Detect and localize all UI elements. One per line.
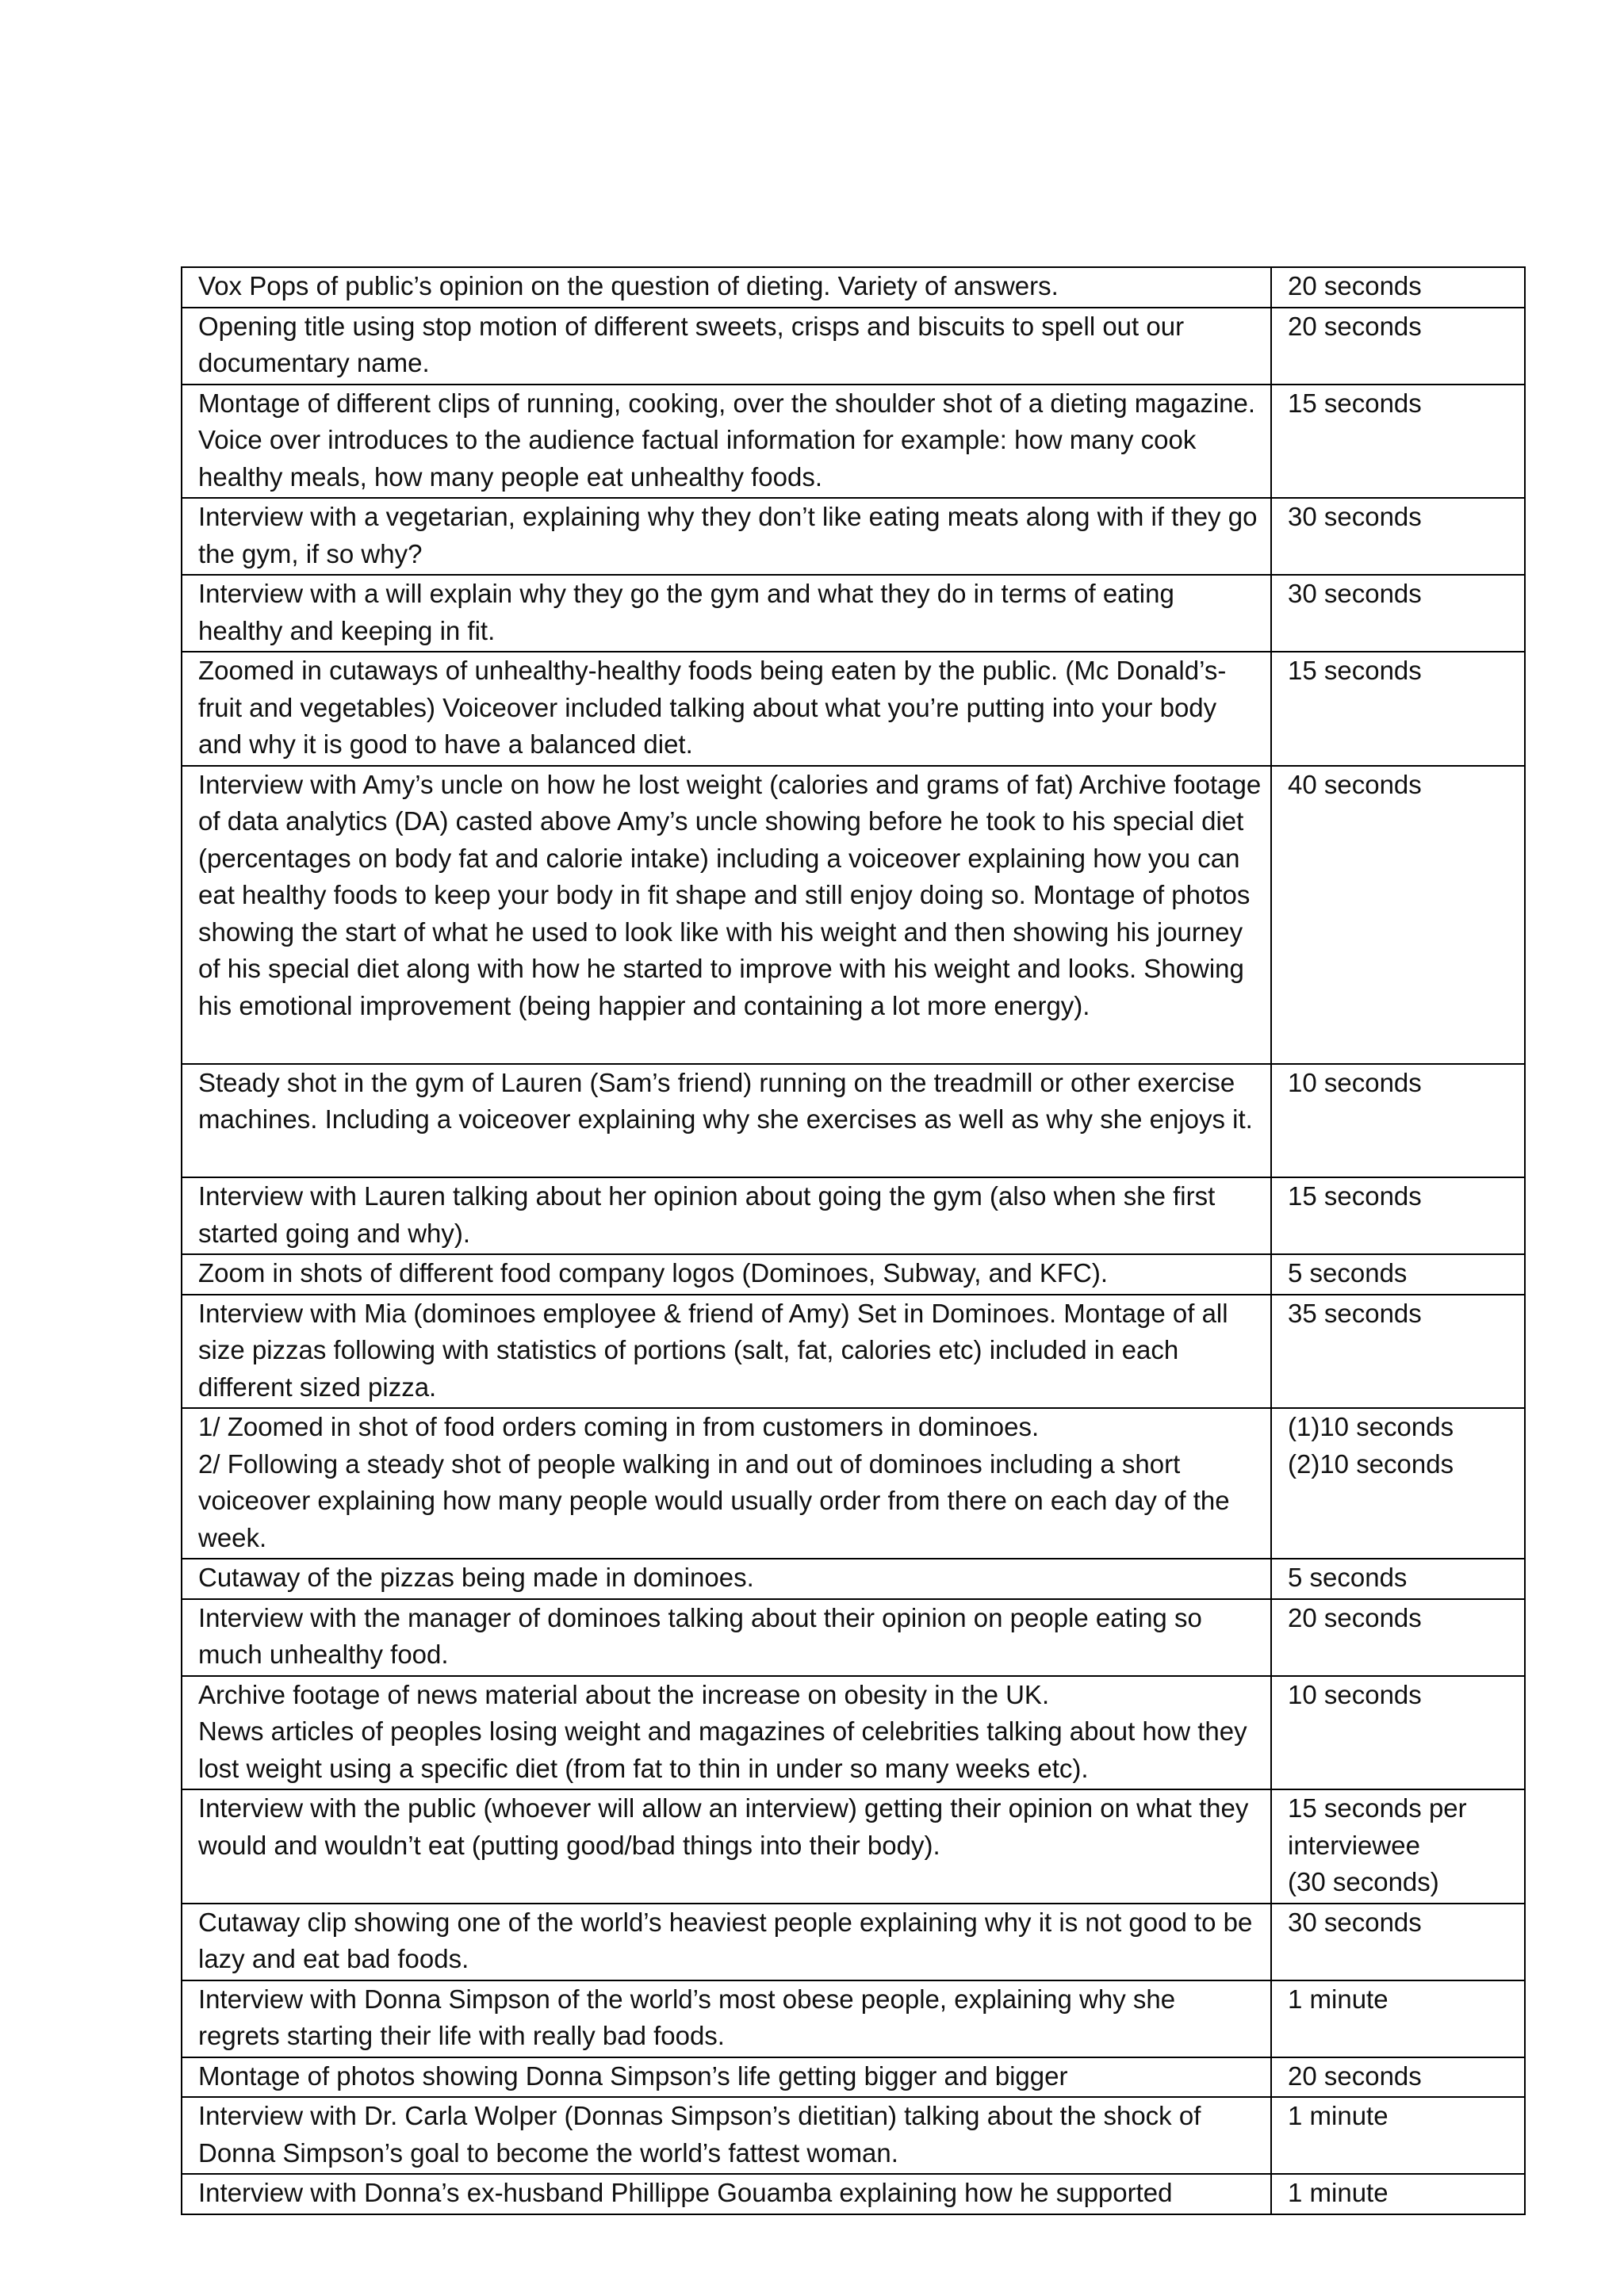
- shot-description-cell: Interview with Lauren talking about her opinion about going the gym (also when she first started going and why).: [182, 1177, 1271, 1254]
- shot-description-cell: Cutaway clip showing one of the world’s heaviest people explaining why it is not good to be lazy and eat bad foods.: [182, 1904, 1271, 1980]
- table-row: [182, 1789, 1525, 1904]
- duration-cell: 40 seconds: [1271, 766, 1525, 1064]
- table-body: [182, 267, 1525, 2214]
- shot-description-cell: Montage of photos showing Donna Simpson’s life getting bigger and bigger: [182, 2057, 1271, 2098]
- table-row: [182, 2057, 1525, 2098]
- duration-cell: 35 seconds: [1271, 1295, 1525, 1409]
- table-row: [182, 652, 1525, 766]
- duration-cell: 30 seconds: [1271, 498, 1525, 575]
- shot-description-cell: 1/ Zoomed in shot of food orders coming in from customers in dominoes. 2/ Following a steady shot of people walking in and out of dominoes including a short voiceover explaining how many people would usually order from there on each day of the week.: [182, 1408, 1271, 1559]
- shot-description-cell: Zoom in shots of different food company logos (Dominoes, Subway, and KFC).: [182, 1254, 1271, 1295]
- table-row: [182, 308, 1525, 385]
- table-row: [182, 498, 1525, 575]
- duration-cell: (1)10 seconds (2)10 seconds: [1271, 1408, 1525, 1559]
- duration-cell: 5 seconds: [1271, 1254, 1525, 1295]
- table-row: [182, 1064, 1525, 1178]
- duration-cell: 15 seconds: [1271, 1177, 1525, 1254]
- shot-description-cell: Interview with Mia (dominoes employee & friend of Amy) Set in Dominoes. Montage of all size pizzas following with statistics of portions (salt, fat, calories etc) included in each different sized pizza.: [182, 1295, 1271, 1409]
- table-row: [182, 1254, 1525, 1295]
- shot-description-cell: Interview with Donna’s ex-husband Phillippe Gouamba explaining how he supported: [182, 2174, 1271, 2214]
- shot-description-cell: Interview with Donna Simpson of the world’s most obese people, explaining why she regrets starting their life with really bad foods.: [182, 1980, 1271, 2057]
- table-row: [182, 575, 1525, 652]
- table-row: [182, 1980, 1525, 2057]
- duration-cell: 30 seconds: [1271, 575, 1525, 652]
- duration-cell: 1 minute: [1271, 2097, 1525, 2174]
- duration-cell: 5 seconds: [1271, 1559, 1525, 1599]
- table-row: [182, 1295, 1525, 1409]
- table-row: [182, 1408, 1525, 1559]
- duration-cell: 15 seconds: [1271, 385, 1525, 499]
- shot-description-cell: Archive footage of news material about the increase on obesity in the UK. News articles of peoples losing weight and magazines of celebrities talking about how they lost weight using a specific diet (from fat to thin in under so many weeks etc).: [182, 1676, 1271, 1790]
- duration-cell: 1 minute: [1271, 1980, 1525, 2057]
- shot-description-cell: Interview with the manager of dominoes talking about their opinion on people eating so much unhealthy food.: [182, 1599, 1271, 1676]
- duration-cell: 20 seconds: [1271, 1599, 1525, 1676]
- duration-cell: 30 seconds: [1271, 1904, 1525, 1980]
- shot-description-cell: Interview with a vegetarian, explaining why they don’t like eating meats along with if they go the gym, if so why?: [182, 498, 1271, 575]
- shot-description-cell: Interview with Dr. Carla Wolper (Donnas Simpson’s dietitian) talking about the shock of Donna Simpson’s goal to become the world’s fattest woman.: [182, 2097, 1271, 2174]
- table-row: [182, 385, 1525, 499]
- running-order-table: [181, 266, 1526, 2215]
- table-row: [182, 267, 1525, 308]
- duration-cell: 1 minute: [1271, 2174, 1525, 2214]
- shot-description-cell: Steady shot in the gym of Lauren (Sam’s friend) running on the treadmill or other exercise machines. Including a voiceover explaining why she exercises as well as why she enjoys it.: [182, 1064, 1271, 1178]
- shot-description-cell: Interview with the public (whoever will allow an interview) getting their opinion on what they would and wouldn’t eat (putting good/bad things into their body).: [182, 1789, 1271, 1904]
- shot-description-cell: Opening title using stop motion of different sweets, crisps and biscuits to spell out our documentary name.: [182, 308, 1271, 385]
- table-row: [182, 1904, 1525, 1980]
- table-row: [182, 1559, 1525, 1599]
- table-row: [182, 766, 1525, 1064]
- duration-cell: 20 seconds: [1271, 308, 1525, 385]
- table-row: [182, 2097, 1525, 2174]
- shot-description-cell: Interview with a will explain why they go the gym and what they do in terms of eating healthy and keeping in fit.: [182, 575, 1271, 652]
- shot-description-cell: Zoomed in cutaways of unhealthy-healthy foods being eaten by the public. (Mc Donald’s-fruit and vegetables) Voiceover included talking about what you’re putting into your body and why it is good to have a balanced diet.: [182, 652, 1271, 766]
- table-row: [182, 1599, 1525, 1676]
- shot-description-cell: Cutaway of the pizzas being made in dominoes.: [182, 1559, 1271, 1599]
- table-row: [182, 1676, 1525, 1790]
- shot-description-cell: Vox Pops of public’s opinion on the question of dieting. Variety of answers.: [182, 267, 1271, 308]
- duration-cell: 20 seconds: [1271, 267, 1525, 308]
- duration-cell: 10 seconds: [1271, 1064, 1525, 1178]
- shot-description-cell: Montage of different clips of running, cooking, over the shoulder shot of a dieting magazine. Voice over introduces to the audience factual information for example: how many cook healthy meals, how many people eat unhealthy foods.: [182, 385, 1271, 499]
- duration-cell: 15 seconds per interviewee (30 seconds): [1271, 1789, 1525, 1904]
- duration-cell: 20 seconds: [1271, 2057, 1525, 2098]
- duration-cell: 10 seconds: [1271, 1676, 1525, 1790]
- duration-cell: 15 seconds: [1271, 652, 1525, 766]
- table-row: [182, 1177, 1525, 1254]
- table-row: [182, 2174, 1525, 2214]
- shot-description-cell: Interview with Amy’s uncle on how he lost weight (calories and grams of fat) Archive footage of data analytics (DA) casted above Amy’s uncle showing before he took to his special diet (percentages on body fat and calorie intake) including a voiceover explaining how you can eat healthy foods to keep your body in fit shape and still enjoy doing so. Montage of photos showing the start of what he used to look like with his weight and then showing his journey of his special diet along with how he started to improve with his weight and looks. Showing his emotional improvement (being happier and containing a lot more energy).: [182, 766, 1271, 1064]
